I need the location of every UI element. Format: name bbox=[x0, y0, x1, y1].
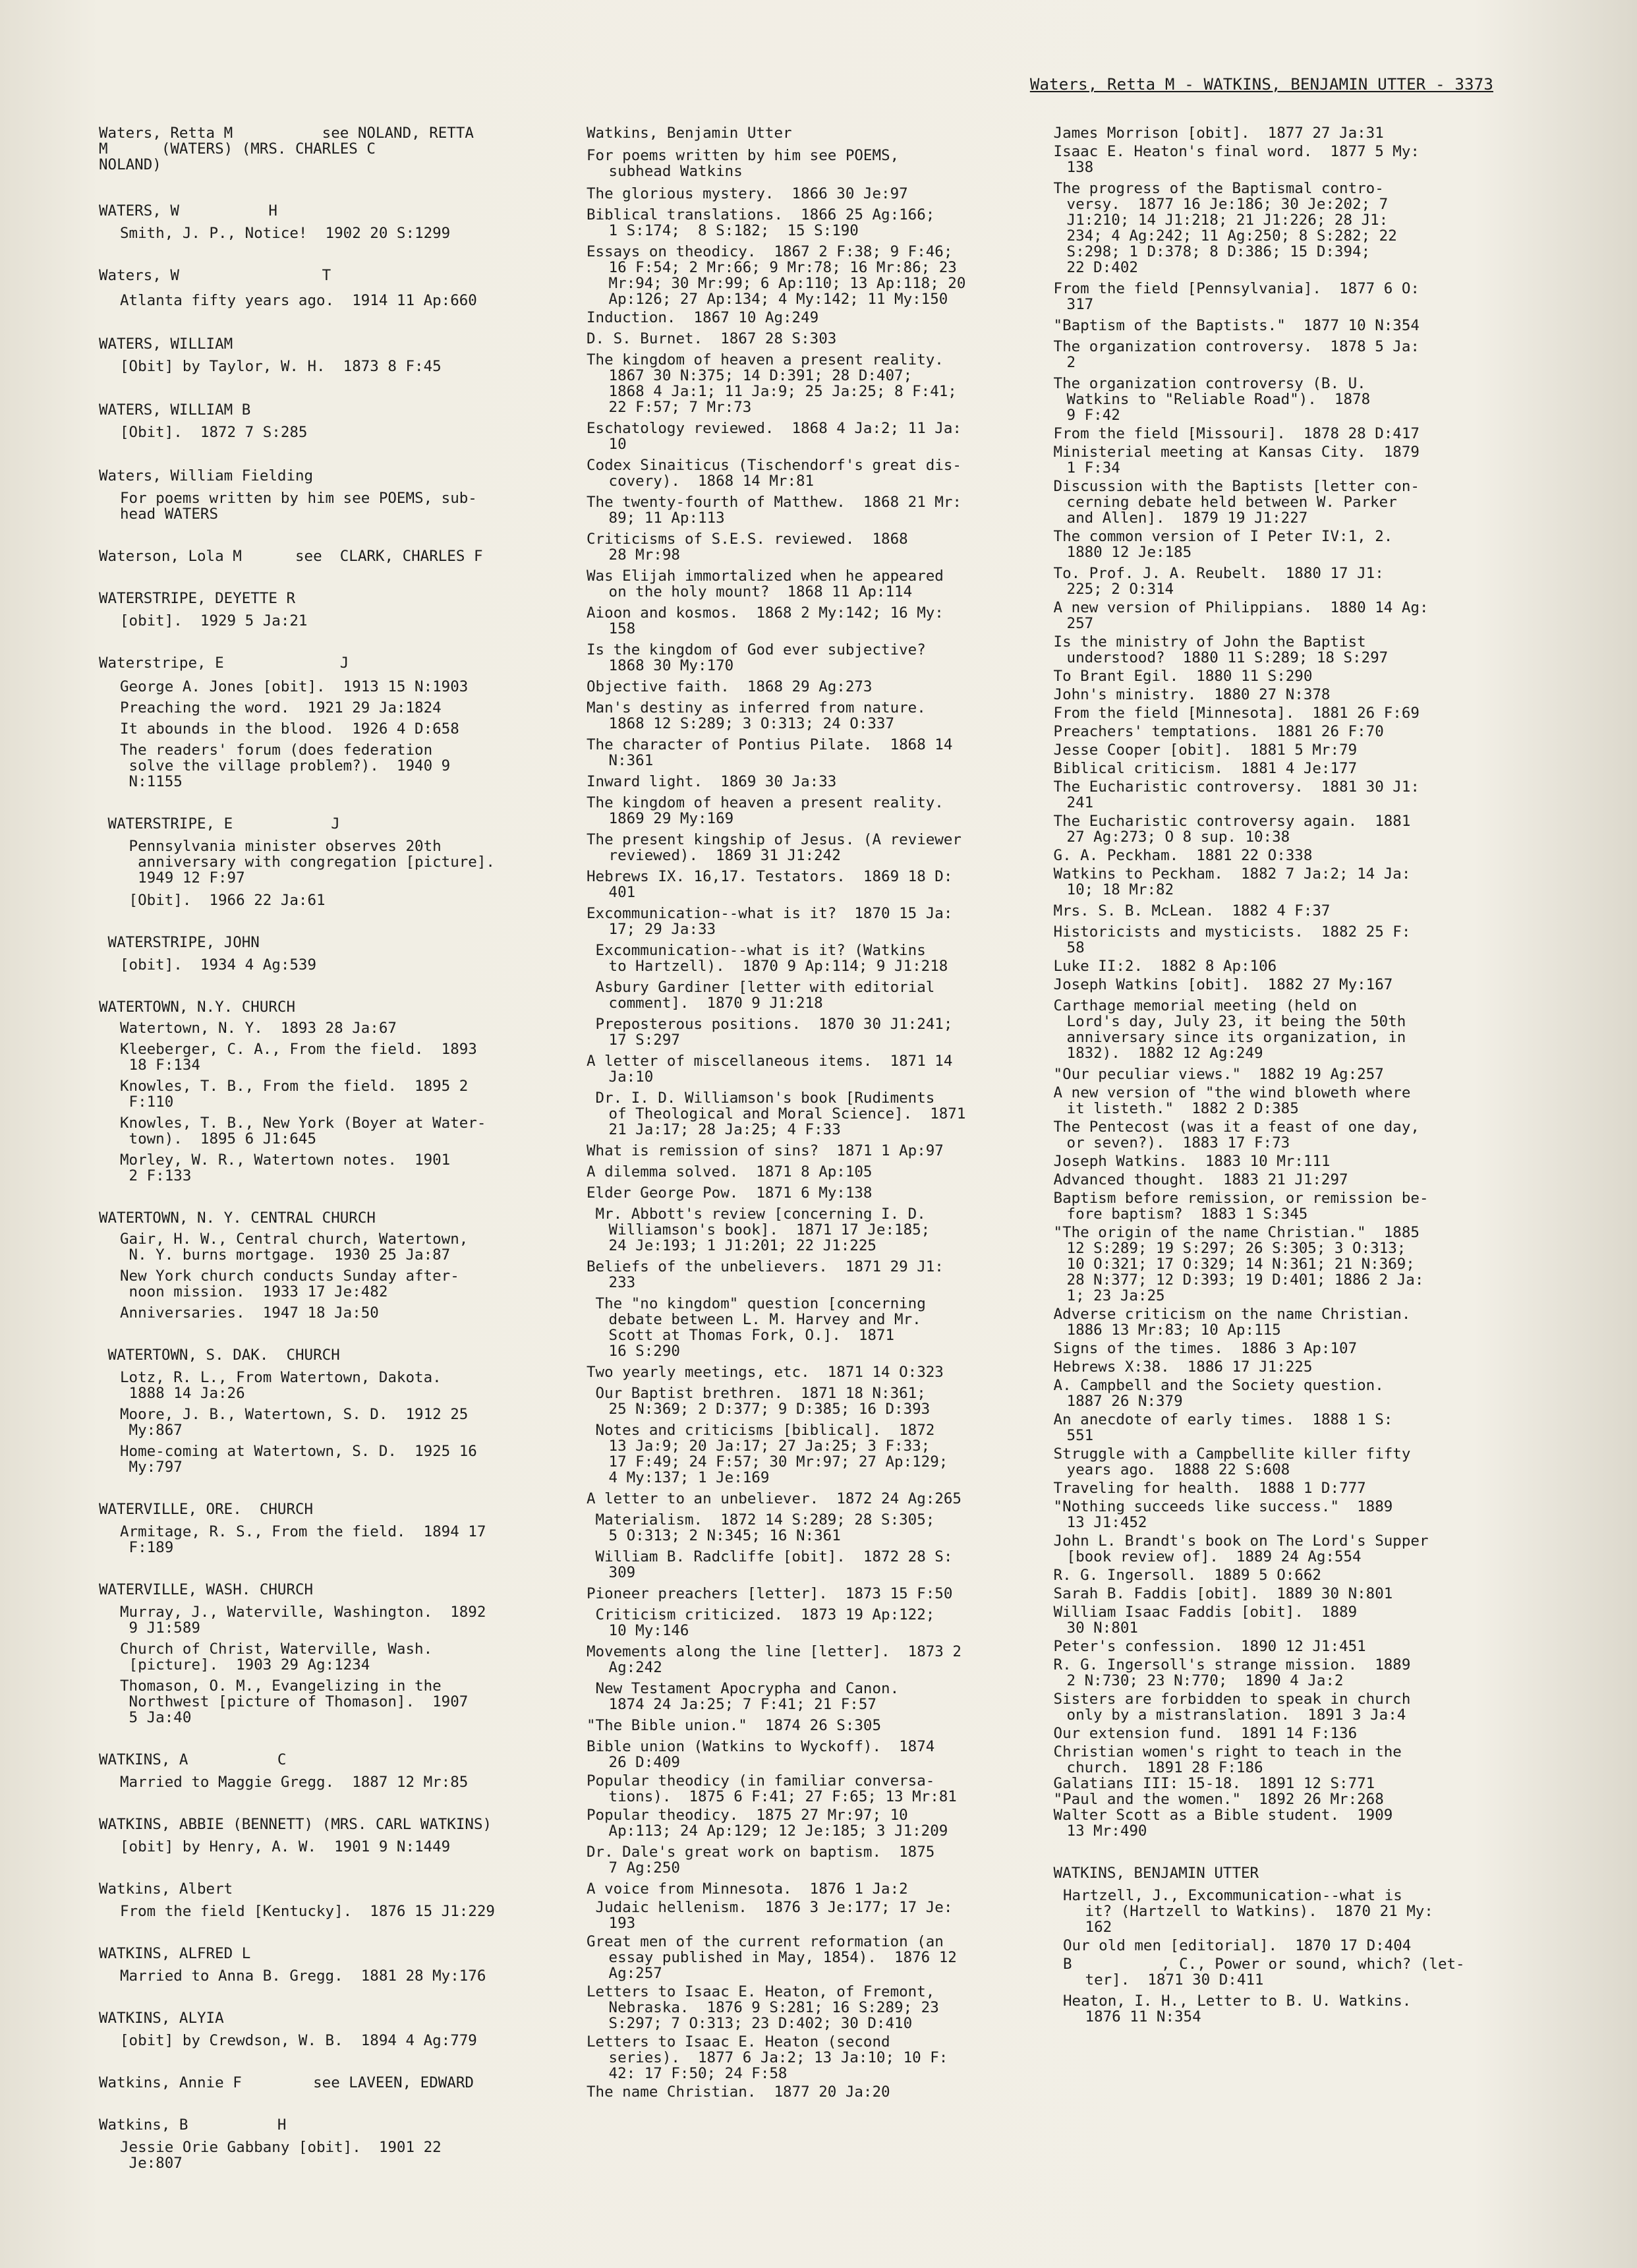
index-entry: Morley, W. R., Watertown notes. 1901 2 F:133 bbox=[120, 1151, 451, 1184]
index-entry: D. S. Burnet. 1867 28 S:303 bbox=[587, 330, 837, 347]
index-entry: R. G. Ingersoll. 1889 5 O:662 bbox=[1045, 1567, 1321, 1584]
index-entry: John's ministry. 1880 27 N:378 bbox=[1045, 686, 1331, 703]
index-entry: Elder George Pow. 1871 6 My:138 bbox=[587, 1184, 873, 1202]
index-entry: The character of Pontius Pilate. 1868 14 N:361 bbox=[587, 736, 953, 769]
index-entry: Dr. I. D. Williamson's book [Rudiments of Theological and Moral Science]. 1871 21 Ja:17; 28 Ja:25; 4 F:33 bbox=[595, 1090, 966, 1138]
index-entry: Hebrews X:38. 1886 17 J1:225 bbox=[1045, 1358, 1313, 1376]
index-heading: WATERSTRIPE, E J bbox=[99, 815, 340, 832]
index-entry: Is the ministry of John the Baptist understood? 1880 11 S:289; 18 S:297 bbox=[1053, 633, 1389, 666]
index-entry: Struggle with a Campbellite killer fifty years ago. 1888 22 S:608 bbox=[1053, 1445, 1411, 1478]
index-entry: From the field [Minnesota]. 1881 26 F:69 bbox=[1045, 705, 1420, 722]
index-entry: Pennsylvania minister observes 20th anniversary with congregation [picture]. 1949 12 F:97 bbox=[129, 838, 495, 887]
index-heading: WATERS, WILLIAM bbox=[99, 335, 233, 353]
index-entry: Kleeberger, C. A., From the field. 1893 18 F:134 bbox=[120, 1041, 477, 1074]
index-entry: The kingdom of heaven a present reality. 1869 29 My:169 bbox=[587, 794, 944, 827]
index-entry: Excommunication--what is it? 1870 15 Ja: 17; 29 Ja:33 bbox=[587, 905, 953, 938]
index-entry: For poems written by him see POEMS, subhead Watkins bbox=[587, 147, 900, 180]
index-entry: Discussion with the Baptists [letter con- cerning debate held between W. Parker and Allen]. 1879 19 J1:227 bbox=[1053, 478, 1420, 527]
index-entry: William B. Radcliffe [obit]. 1872 28 S: 309 bbox=[595, 1548, 953, 1581]
index-entry: Dr. Dale's great work on baptism. 1875 7 Ag:250 bbox=[587, 1844, 935, 1876]
index-heading: WATERTOWN, N. Y. CENTRAL CHURCH bbox=[99, 1209, 376, 1227]
index-heading: Watkins, Benjamin Utter bbox=[587, 125, 792, 142]
index-heading: WATERVILLE, ORE. CHURCH bbox=[99, 1501, 314, 1518]
index-entry: [obit]. 1934 4 Ag:539 bbox=[120, 956, 317, 974]
running-head: Waters, Retta M - WATKINS, BENJAMIN UTTER - 3373 bbox=[1029, 75, 1493, 94]
index-entry: "Nothing succeeds like success." 1889 13 J1:452 bbox=[1053, 1498, 1393, 1531]
index-entry: The kingdom of heaven a present reality. 1867 30 N:375; 14 D:391; 28 D:407; 1868 4 Ja:1; 11 Ja:9; 25 Ja:25; 8 F:41; 22 F:57; 7 Mr:73 bbox=[587, 351, 957, 416]
index-entry: Smith, J. P., Notice! 1902 20 S:1299 bbox=[120, 225, 451, 242]
index-entry: The common version of I Peter IV:1, 2. 1880 12 Je:185 bbox=[1053, 528, 1393, 561]
index-entry: Letters to Isaac E. Heaton, of Fremont, Nebraska. 1876 9 S:281; 16 S:289; 23 S:297; 7 O:313; 23 D:402; 30 D:410 bbox=[587, 1983, 939, 2032]
index-entry: To. Prof. J. A. Reubelt. 1880 17 J1: 225; 2 O:314 bbox=[1053, 565, 1384, 598]
index-entry: The present kingship of Jesus. (A reviewer reviewed). 1869 31 J1:242 bbox=[587, 831, 962, 864]
index-entry: Inward light. 1869 30 Ja:33 bbox=[587, 773, 837, 790]
index-entry: Eschatology reviewed. 1868 4 Ja:2; 11 Ja: 10 bbox=[587, 420, 962, 453]
index-entry: Beliefs of the unbelievers. 1871 29 J1: 233 bbox=[587, 1258, 944, 1291]
index-entry: Criticisms of S.E.S. reviewed. 1868 28 Mr:98 bbox=[587, 531, 908, 564]
index-entry: B , C., Power or sound, which? (let- ter]. 1871 30 D:411 bbox=[1063, 1956, 1465, 1989]
index-entry: From the field [Pennsylvania]. 1877 6 O: 317 bbox=[1053, 280, 1420, 313]
index-entry: For poems written by him see POEMS, sub- head WATERS bbox=[120, 490, 477, 523]
column-middle bbox=[587, 125, 1015, 2100]
index-entry: "The origin of the name Christian." 1885 12 S:289; 19 S:297; 26 S:305; 3 O:313; 10 O:321; 17 O:329; 14 N:361; 21 N:369; 28 N:377; 12 D:393; 19 D:401; 1886 2 Ja: 1; 23 Ja:25 bbox=[1053, 1224, 1424, 1304]
index-entry: Movements along the line [letter]. 1873 2 Ag:242 bbox=[587, 1643, 962, 1676]
index-entry: New York church conducts Sunday after- noon mission. 1933 17 Je:482 bbox=[120, 1267, 459, 1300]
index-entry: What is remission of sins? 1871 1 Ap:97 bbox=[587, 1142, 944, 1159]
index-heading: WATKINS, ABBIE (BENNETT) (MRS. CARL WATKINS) bbox=[99, 1816, 492, 1833]
index-entry: The Pentecost (was it a feast of one day, or seven?). 1883 17 F:73 bbox=[1053, 1119, 1420, 1151]
index-entry: Heaton, I. H., Letter to B. U. Watkins. 1876 11 N:354 bbox=[1063, 1992, 1412, 2025]
index-entry: Joseph Watkins [obit]. 1882 27 My:167 bbox=[1045, 976, 1393, 993]
index-entry: Excommunication--what is it? (Watkins to Hartzell). 1870 9 Ap:114; 9 J1:218 bbox=[595, 942, 948, 975]
index-entry: A voice from Minnesota. 1876 1 Ja:2 bbox=[587, 1880, 908, 1898]
index-entry: From the field [Missouri]. 1878 28 D:417 bbox=[1045, 425, 1420, 442]
index-heading: Watkins, Albert bbox=[99, 1880, 233, 1898]
index-heading: WATERS, W H bbox=[99, 202, 277, 219]
index-entry: Married to Anna B. Gregg. 1881 28 My:176 bbox=[120, 1967, 486, 1985]
index-entry: Murray, J., Waterville, Washington. 1892 9 J1:589 bbox=[120, 1604, 486, 1637]
index-entry: Popular theodicy. 1875 27 Mr:97; 10 Ap:113; 24 Ap:129; 12 Je:185; 3 J1:209 bbox=[587, 1807, 948, 1840]
index-entry: Home-coming at Watertown, S. D. 1925 16 My:797 bbox=[120, 1443, 477, 1476]
index-entry: Historicists and mysticists. 1882 25 F: 58 bbox=[1053, 923, 1411, 956]
index-entry: A dilemma solved. 1871 8 Ap:105 bbox=[587, 1163, 873, 1180]
index-heading: WATKINS, A C bbox=[99, 1751, 287, 1768]
index-heading: WATERTOWN, S. DAK. CHURCH bbox=[99, 1347, 340, 1364]
index-entry: Baptism before remission, or remission be- fore baptism? 1883 1 S:345 bbox=[1053, 1190, 1429, 1223]
index-entry: Was Elijah immortalized when he appeared on the holy mount? 1868 11 Ap:114 bbox=[587, 567, 944, 600]
index-entry: Preposterous positions. 1870 30 J1:241; 17 S:297 bbox=[595, 1016, 953, 1049]
index-entry: A. Campbell and the Society question. 1887 26 N:379 bbox=[1053, 1377, 1384, 1410]
index-entry: Mr. Abbott's review [concerning I. D. Williamson's book]. 1871 17 Je:185; 24 Je:193; 1 J1:201; 22 J1:225 bbox=[595, 1206, 931, 1254]
index-entry: To Brant Egil. 1880 11 S:290 bbox=[1045, 668, 1313, 685]
index-entry: Traveling for health. 1888 1 D:777 bbox=[1045, 1480, 1366, 1497]
index-entry: Jessie Orie Gabbany [obit]. 1901 22 Je:807 bbox=[120, 2139, 442, 2172]
index-entry: Our Baptist brethren. 1871 18 N:361; 25 N:369; 2 D:377; 9 D:385; 16 D:393 bbox=[595, 1385, 931, 1418]
index-heading: Watkins, Annie F see LAVEEN, EDWARD bbox=[99, 2074, 474, 2091]
index-entry: Knowles, T. B., From the field. 1895 2 F:110 bbox=[120, 1078, 469, 1111]
index-entry: Galatians III: 15-18. 1891 12 S:771 bbox=[1045, 1775, 1375, 1792]
index-entry: A letter to an unbeliever. 1872 24 Ag:265 bbox=[587, 1490, 962, 1507]
index-entry: Knowles, T. B., New York (Boyer at Water- town). 1895 6 J1:645 bbox=[120, 1115, 486, 1148]
index-entry: Advanced thought. 1883 21 J1:297 bbox=[1045, 1171, 1348, 1188]
index-entry: Biblical criticism. 1881 4 Je:177 bbox=[1045, 760, 1358, 777]
index-heading: WATERSTRIPE, DEYETTE R bbox=[99, 590, 296, 607]
index-heading: Waters, Retta M see NOLAND, RETTA M (WATERS) (MRS. CHARLES C NOLAND) bbox=[99, 125, 474, 173]
index-entry: [Obit] by Taylor, W. H. 1873 8 F:45 bbox=[120, 358, 442, 375]
index-entry: Lotz, R. L., From Watertown, Dakota. 1888 14 Ja:26 bbox=[120, 1369, 442, 1402]
index-entry: William Isaac Faddis [obit]. 1889 30 N:801 bbox=[1053, 1604, 1358, 1637]
index-entry: Jesse Cooper [obit]. 1881 5 Mr:79 bbox=[1045, 741, 1358, 759]
index-entry: [Obit]. 1872 7 S:285 bbox=[120, 424, 308, 441]
index-entry: Peter's confession. 1890 12 J1:451 bbox=[1045, 1638, 1366, 1655]
index-heading: WATKINS, BENJAMIN UTTER bbox=[1045, 1865, 1259, 1882]
index-entry: Pioneer preachers [letter]. 1873 15 F:50 bbox=[587, 1585, 953, 1602]
index-entry: "Baptism of the Baptists." 1877 10 N:354 bbox=[1045, 317, 1420, 334]
index-entry: G. A. Peckham. 1881 22 O:338 bbox=[1045, 847, 1313, 864]
index-entry: The glorious mystery. 1866 30 Je:97 bbox=[587, 185, 908, 202]
index-entry: Ministerial meeting at Kansas City. 1879 1 F:34 bbox=[1053, 444, 1420, 477]
index-entry: Biblical translations. 1866 25 Ag:166; 1 S:174; 8 S:182; 15 S:190 bbox=[587, 206, 935, 239]
index-entry: Bible union (Watkins to Wyckoff). 1874 26 D:409 bbox=[587, 1738, 935, 1771]
index-entry: R. G. Ingersoll's strange mission. 1889 2 N:730; 23 N:770; 1890 4 Ja:2 bbox=[1053, 1656, 1411, 1689]
index-entry: It abounds in the blood. 1926 4 D:658 bbox=[120, 720, 459, 738]
index-entry: Preachers' temptations. 1881 26 F:70 bbox=[1045, 723, 1384, 740]
index-entry: Anniversaries. 1947 18 Ja:50 bbox=[120, 1304, 379, 1322]
index-entry: [obit] by Crewdson, W. B. 1894 4 Ag:779 bbox=[120, 2032, 477, 2049]
index-entry: [Obit]. 1966 22 Ja:61 bbox=[120, 892, 326, 909]
column-right bbox=[1045, 125, 1479, 2025]
index-entry: The twenty-fourth of Matthew. 1868 21 Mr: 89; 11 Ap:113 bbox=[587, 494, 962, 527]
index-entry: Watkins to Peckham. 1882 7 Ja:2; 14 Ja: 10; 18 Mr:82 bbox=[1053, 865, 1411, 898]
index-entry: The progress of the Baptismal contro- versy. 1877 16 Je:186; 30 Je:202; 7 J1:210; 14 J1:218; 21 J1:226; 28 J1: 234; 4 Ag:242; 11 Ag:250; 8 S:282; 22 S:298; 1 D:378; 8 D:386; 15 D:394; 22 D:402 bbox=[1053, 180, 1397, 276]
index-entry: The name Christian. 1877 20 Ja:20 bbox=[587, 2083, 890, 2101]
index-entry: Sarah B. Faddis [obit]. 1889 30 N:801 bbox=[1045, 1585, 1393, 1602]
index-entry: John L. Brandt's book on The Lord's Supper [book review of]. 1889 24 Ag:554 bbox=[1053, 1532, 1429, 1565]
index-entry: A new version of Philippians. 1880 14 Ag: 257 bbox=[1053, 599, 1429, 632]
index-entry: From the field [Kentucky]. 1876 15 J1:229 bbox=[120, 1903, 495, 1920]
index-entry: Armitage, R. S., From the field. 1894 17 F:189 bbox=[120, 1523, 486, 1556]
index-entry: Walter Scott as a Bible student. 1909 13 Mr:490 bbox=[1053, 1807, 1393, 1840]
index-entry: Gair, H. W., Central church, Watertown, N. Y. burns mortgage. 1930 25 Ja:87 bbox=[120, 1231, 469, 1264]
index-heading: WATERSTRIPE, JOHN bbox=[99, 934, 260, 951]
index-entry: Watertown, N. Y. 1893 28 Ja:67 bbox=[120, 1020, 397, 1037]
index-entry: Sisters are forbidden to speak in church only by a mistranslation. 1891 3 Ja:4 bbox=[1053, 1691, 1411, 1724]
index-entry: Notes and criticisms [biblical]. 1872 13 Ja:9; 20 Ja:17; 27 Ja:25; 3 F:33; 17 F:49; 24 F:57; 30 Mr:97; 27 Ap:129; 4 My:137; 1 Je:169 bbox=[595, 1422, 948, 1486]
index-entry: Man's destiny as inferred from nature. 1868 12 S:289; 3 O:313; 24 O:337 bbox=[587, 699, 926, 732]
index-entry: "Paul and the women." 1892 26 Mr:268 bbox=[1045, 1791, 1384, 1808]
index-entry: Mrs. S. B. McLean. 1882 4 F:37 bbox=[1045, 902, 1331, 919]
index-heading: Waters, W T bbox=[99, 267, 331, 284]
index-entry: "Our peculiar views." 1882 19 Ag:257 bbox=[1045, 1066, 1384, 1083]
index-entry: Hartzell, J., Excommunication--what is it? (Hartzell to Watkins). 1870 21 My: 162 bbox=[1063, 1887, 1433, 1936]
index-entry: Judaic hellenism. 1876 3 Je:177; 17 Je: 193 bbox=[595, 1899, 953, 1932]
index-entry: Essays on theodicy. 1867 2 F:38; 9 F:46; 16 F:54; 2 Mr:66; 9 Mr:78; 16 Mr:86; 23 Mr:94; 30 Mr:99; 6 Ap:110; 13 Ap:118; 20 Ap:126; 27 Ap:134; 4 My:142; 11 My:150 bbox=[587, 243, 966, 308]
index-entry: Letters to Isaac E. Heaton (second series). 1877 6 Ja:2; 13 Ja:10; 10 F: 42: 17 F:50; 24 F:58 bbox=[587, 2033, 948, 2082]
index-entry: Moore, J. B., Watertown, S. D. 1912 25 My:867 bbox=[120, 1406, 469, 1439]
index-entry: The organization controversy (B. U. Watkins to "Reliable Road"). 1878 9 F:42 bbox=[1053, 375, 1371, 424]
index-heading: WATERVILLE, WASH. CHURCH bbox=[99, 1581, 314, 1598]
index-entry: Aioon and kosmos. 1868 2 My:142; 16 My: 158 bbox=[587, 604, 944, 637]
index-heading: WATERTOWN, N.Y. CHURCH bbox=[99, 999, 296, 1016]
index-entry: [obit]. 1929 5 Ja:21 bbox=[120, 612, 308, 629]
index-entry: A new version of "the wind bloweth where it listeth." 1882 2 D:385 bbox=[1053, 1084, 1411, 1117]
index-heading: Watkins, B H bbox=[99, 2116, 287, 2134]
index-entry: Thomason, O. M., Evangelizing in the Northwest [picture of Thomason]. 1907 5 Ja:40 bbox=[120, 1677, 469, 1726]
index-entry: "The Bible union." 1874 26 S:305 bbox=[587, 1717, 882, 1734]
column-left bbox=[99, 125, 521, 2171]
index-entry: Two yearly meetings, etc. 1871 14 O:323 bbox=[587, 1364, 944, 1381]
index-entry: James Morrison [obit]. 1877 27 Ja:31 bbox=[1045, 125, 1384, 142]
index-entry: Carthage memorial meeting (held on Lord's day, July 23, it being the 50th anniversary since its organization, in 1832). 1882 12 Ag:249 bbox=[1053, 997, 1406, 1062]
index-heading: Waters, William Fielding bbox=[99, 467, 314, 484]
index-heading: Waterson, Lola M see CLARK, CHARLES F bbox=[99, 548, 483, 565]
index-entry: Married to Maggie Gregg. 1887 12 Mr:85 bbox=[120, 1774, 469, 1791]
index-entry: Our old men [editorial]. 1870 17 D:404 bbox=[1063, 1937, 1412, 1954]
index-entry: The readers' forum (does federation solve the village problem?). 1940 9 N:1155 bbox=[120, 741, 451, 790]
index-entry: George A. Jones [obit]. 1913 15 N:1903 bbox=[120, 678, 469, 695]
index-entry: The organization controversy. 1878 5 Ja: 2 bbox=[1053, 338, 1420, 371]
index-entry: Church of Christ, Waterville, Wash. [picture]. 1903 29 Ag:1234 bbox=[120, 1641, 433, 1673]
index-heading: WATERS, WILLIAM B bbox=[99, 401, 251, 419]
index-entry: Preaching the word. 1921 29 Ja:1824 bbox=[120, 699, 442, 716]
index-entry: Materialism. 1872 14 S:289; 28 S:305; 5 O:313; 2 N:345; 16 N:361 bbox=[595, 1511, 935, 1544]
index-heading: WATKINS, ALFRED L bbox=[99, 1945, 251, 1962]
index-heading: WATKINS, ALYIA bbox=[99, 2010, 224, 2027]
index-entry: Criticism criticized. 1873 19 Ap:122; 10 My:146 bbox=[595, 1606, 935, 1639]
index-entry: The Eucharistic controversy again. 1881 27 Ag:273; O 8 sup. 10:38 bbox=[1053, 813, 1411, 846]
index-entry: The "no kingdom" question [concerning debate between L. M. Harvey and Mr. Scott at Thomas Fork, O.]. 1871 16 S:290 bbox=[595, 1295, 926, 1360]
index-entry: A letter of miscellaneous items. 1871 14 Ja:10 bbox=[587, 1053, 953, 1086]
index-entry: Christian women's right to teach in the church. 1891 28 F:186 bbox=[1053, 1743, 1402, 1776]
index-entry: Isaac E. Heaton's final word. 1877 5 My: 138 bbox=[1053, 143, 1420, 176]
index-heading: Waterstripe, E J bbox=[99, 654, 349, 672]
index-entry: Objective faith. 1868 29 Ag:273 bbox=[587, 678, 873, 695]
index-entry: An anecdote of early times. 1888 1 S: 551 bbox=[1053, 1411, 1393, 1444]
index-entry: Is the kingdom of God ever subjective? 1868 30 My:170 bbox=[587, 641, 926, 674]
index-entry: Hebrews IX. 16,17. Testators. 1869 18 D: 401 bbox=[587, 868, 953, 901]
index-entry: Our extension fund. 1891 14 F:136 bbox=[1045, 1725, 1358, 1742]
index-entry: Great men of the current reformation (an essay published in May, 1854). 1876 12 Ag:257 bbox=[587, 1933, 957, 1982]
index-entry: New Testament Apocrypha and Canon. 1874 24 Ja:25; 7 F:41; 21 F:57 bbox=[595, 1680, 900, 1713]
index-entry: Luke II:2. 1882 8 Ap:106 bbox=[1045, 958, 1277, 975]
index-entry: Asbury Gardiner [letter with editorial comment]. 1870 9 J1:218 bbox=[595, 979, 935, 1012]
index-entry: The Eucharistic controversy. 1881 30 J1: 241 bbox=[1053, 778, 1420, 811]
index-entry: Popular theodicy (in familiar conversa- tions). 1875 6 F:41; 27 F:65; 13 Mr:81 bbox=[587, 1772, 957, 1805]
index-entry: Adverse criticism on the name Christian. 1886 13 Mr:83; 10 Ap:115 bbox=[1053, 1306, 1411, 1339]
index-entry: [obit] by Henry, A. W. 1901 9 N:1449 bbox=[120, 1838, 451, 1855]
index-entry: Atlanta fifty years ago. 1914 11 Ap:660 bbox=[120, 292, 477, 309]
index-entry: Signs of the times. 1886 3 Ap:107 bbox=[1045, 1340, 1358, 1357]
index-entry: Induction. 1867 10 Ag:249 bbox=[587, 309, 819, 326]
index-entry: Codex Sinaiticus (Tischendorf's great dis- covery). 1868 14 Mr:81 bbox=[587, 457, 962, 490]
index-entry: Joseph Watkins. 1883 10 Mr:111 bbox=[1045, 1153, 1331, 1170]
